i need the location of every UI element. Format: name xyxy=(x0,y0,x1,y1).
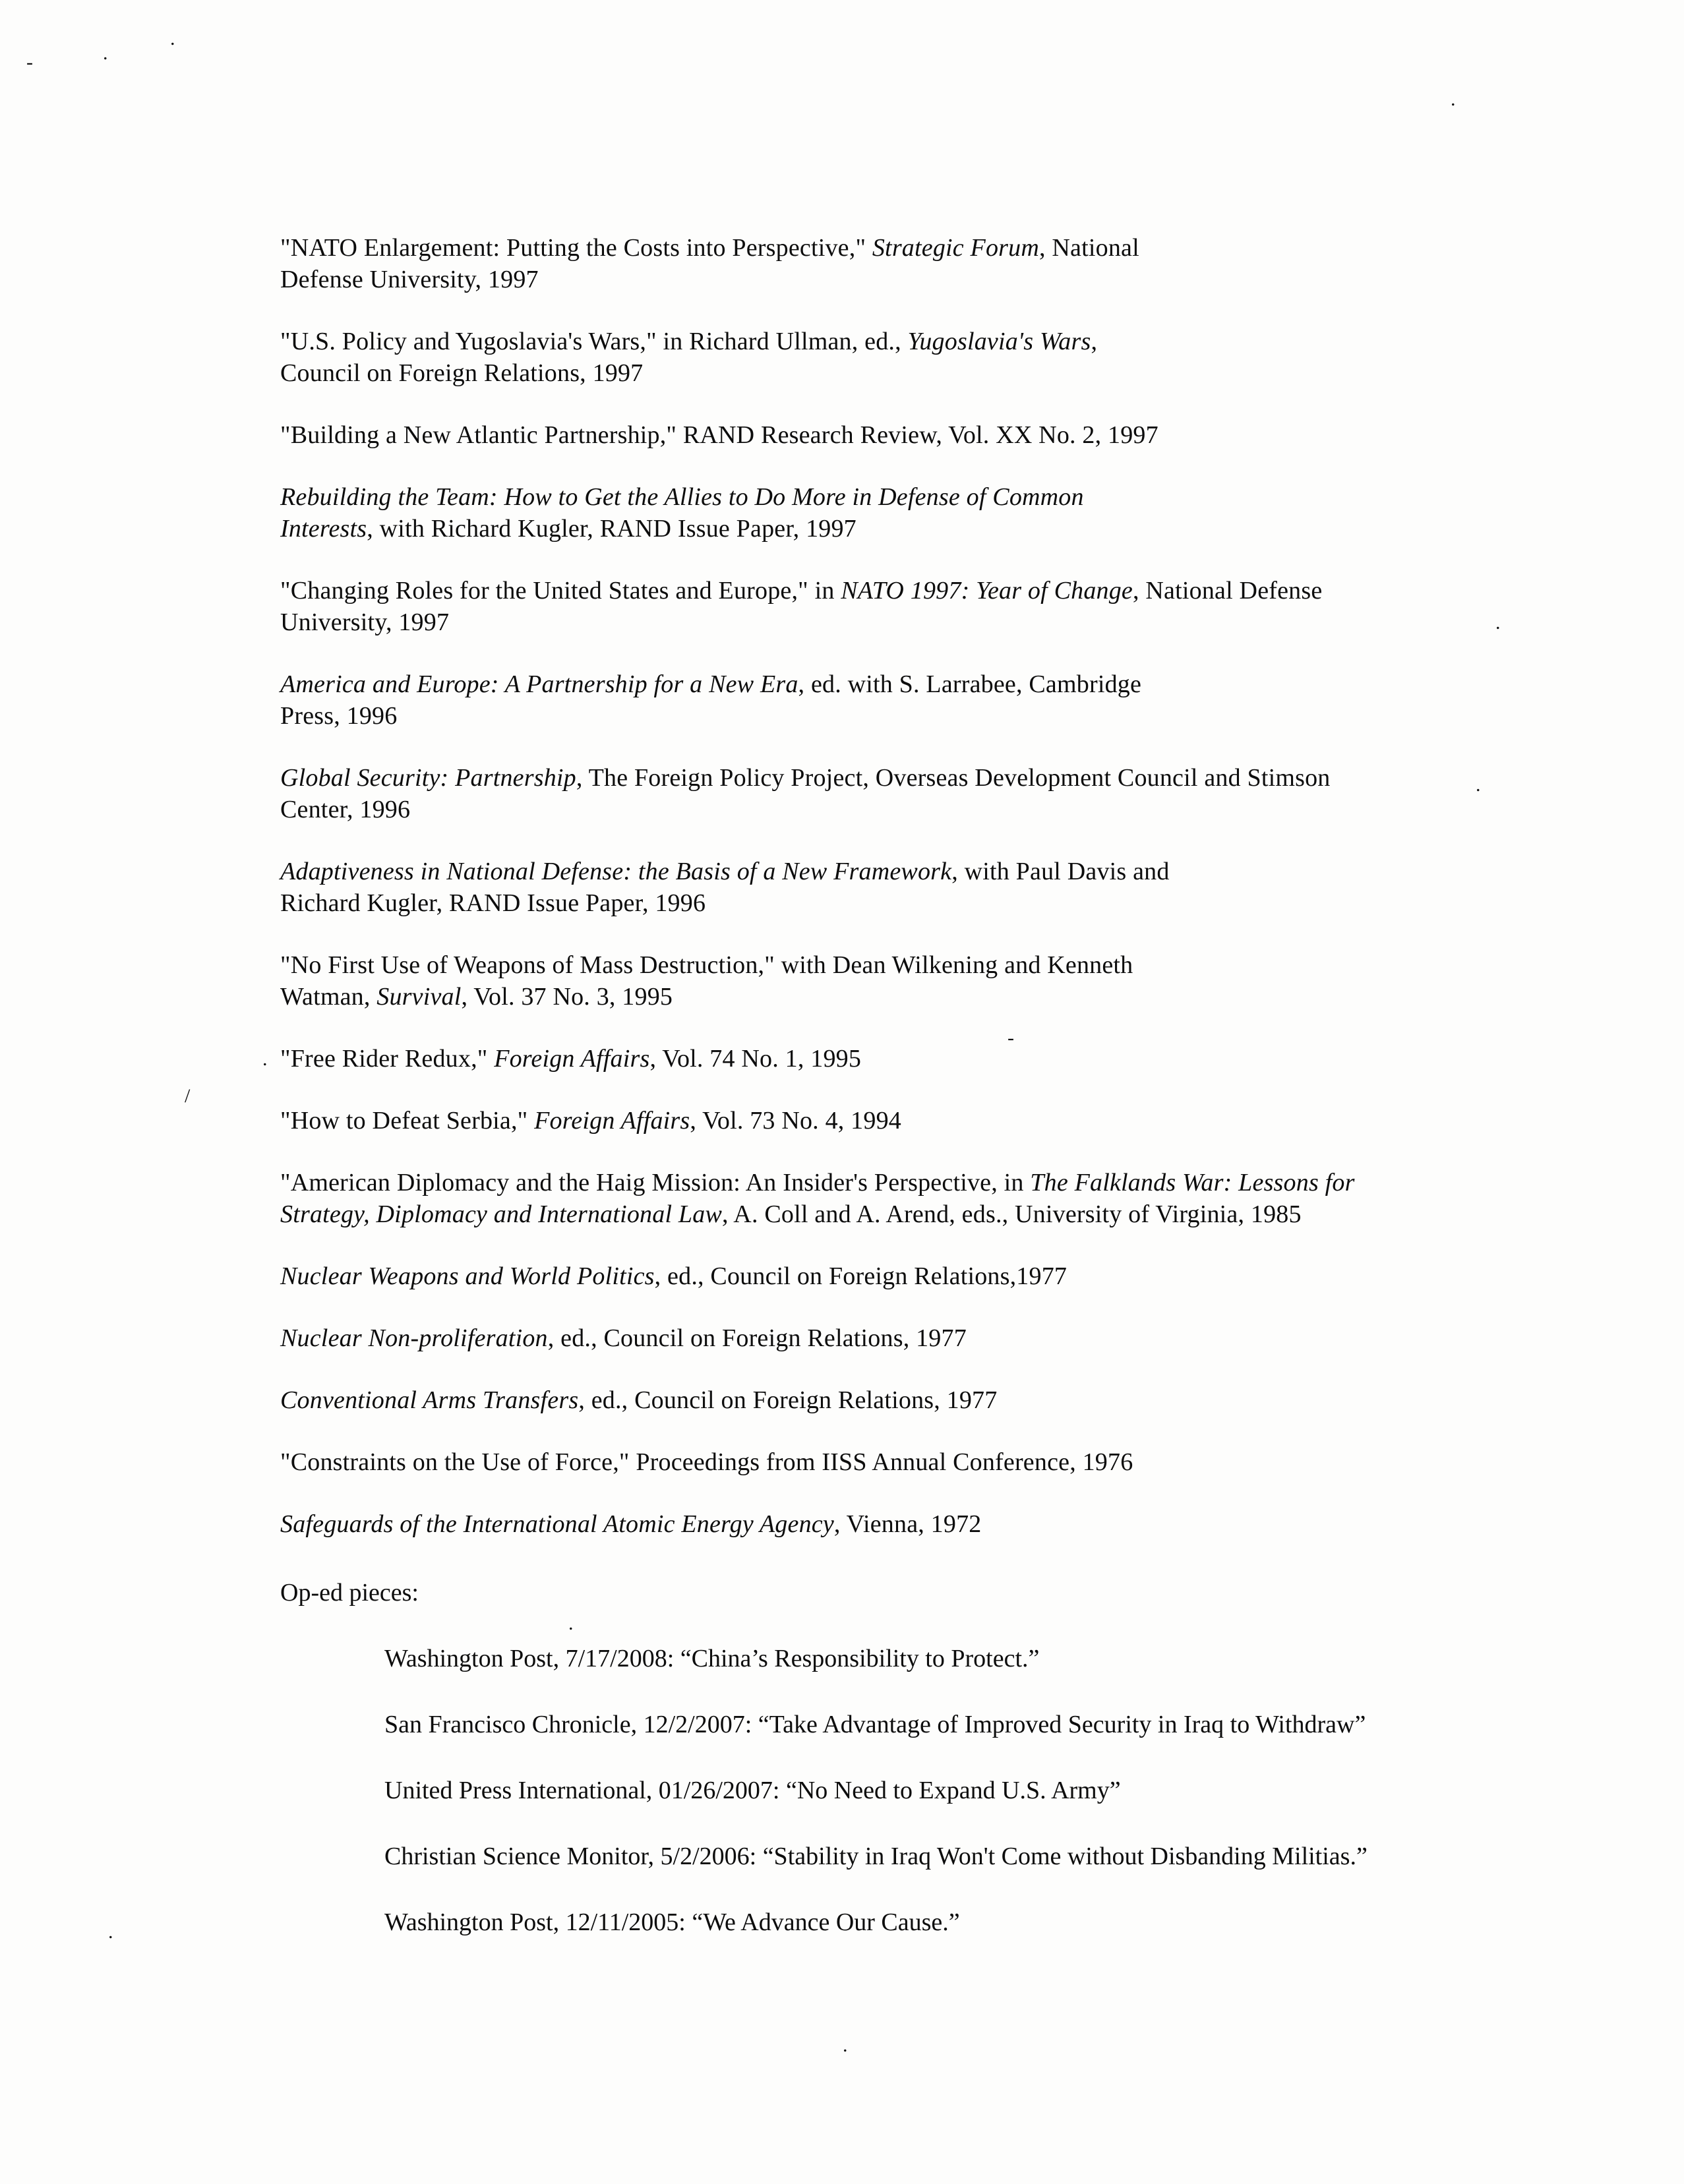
scan-speck-mark: . xyxy=(843,2034,848,2056)
oped-item: San Francisco Chronicle, 12/2/2007: “Take Advantage of Improved Security in Iraq to Withdraw” xyxy=(384,1711,1366,1738)
publication-text-segment: Watman, xyxy=(280,983,377,1011)
publication-text-segment: Nuclear Weapons and World Politics xyxy=(280,1262,655,1290)
scan-speck-mark: . xyxy=(170,28,175,49)
scan-speck-mark: . xyxy=(1495,612,1501,634)
publication-entry xyxy=(280,1322,1520,1354)
publication-entry xyxy=(280,1167,1520,1230)
publication-text-segment: Rebuilding the Team: How to Get the Allies to Do More in Defense of Common xyxy=(280,483,1084,511)
publication-entry xyxy=(280,1508,1520,1540)
publication-text-segment: Adaptiveness in National Defense: the Basis of a New Framework xyxy=(280,858,952,885)
publication-text-segment: "Changing Roles for the United States and Europe," in xyxy=(280,577,841,605)
publication-line xyxy=(280,1508,1520,1540)
oped-list xyxy=(280,1643,1520,1938)
publication-line xyxy=(280,232,1520,264)
publication-text-segment: "NATO Enlargement: Putting the Costs into Perspective," xyxy=(280,234,872,262)
scan-speck-mark: - xyxy=(1007,1027,1014,1049)
publication-text-segment: Foreign Affairs xyxy=(534,1107,690,1135)
publications-list xyxy=(280,232,1520,1540)
publication-line xyxy=(280,1384,1520,1416)
scan-speck-mark: / xyxy=(185,1085,191,1107)
oped-item: Christian Science Monitor, 5/2/2006: “Stability in Iraq Won't Come without Disbanding Militias.” xyxy=(384,1843,1368,1870)
publication-text-segment: Nuclear Non-proliferation xyxy=(280,1324,548,1352)
publication-text-segment: , Vol. 74 No. 1, 1995 xyxy=(649,1045,862,1073)
publication-entry xyxy=(280,232,1520,295)
publication-text-segment: "U.S. Policy and Yugoslavia's Wars," in Richard Ullman, ed., xyxy=(280,328,908,355)
publication-line xyxy=(280,1043,1520,1075)
publication-text-segment: , with Richard Kugler, RAND Issue Paper, 1997 xyxy=(367,515,857,543)
publication-text-segment: "Constraints on the Use of Force," Proceedings from IISS Annual Conference, 1976 xyxy=(280,1448,1133,1476)
publication-line xyxy=(280,949,1520,981)
publication-text-segment: , xyxy=(1091,328,1098,355)
publication-line xyxy=(280,357,1520,389)
publication-entry xyxy=(280,668,1520,732)
publication-line xyxy=(280,1167,1520,1198)
publication-text-segment: , with Paul Davis and xyxy=(951,858,1170,885)
publication-entry xyxy=(280,1384,1520,1416)
publication-text-segment: Council on Foreign Relations, 1997 xyxy=(280,359,644,387)
publication-text-segment: , The Foreign Policy Project, Overseas Development Council and Stimson xyxy=(576,764,1331,792)
publication-text-segment: Strategic Forum xyxy=(872,234,1039,262)
oped-item: Washington Post, 12/11/2005: “We Advance Our Cause.” xyxy=(384,1908,960,1936)
publication-text-segment: Yugoslavia's Wars xyxy=(907,328,1091,355)
publication-text-segment: Survival xyxy=(376,983,462,1011)
scan-speck-mark: . xyxy=(103,42,108,64)
publication-line xyxy=(280,856,1520,887)
publication-line xyxy=(280,264,1520,295)
publication-text-segment: "No First Use of Weapons of Mass Destruction," with Dean Wilkening and Kenneth xyxy=(280,951,1133,979)
publication-line xyxy=(280,575,1520,606)
publication-entry xyxy=(280,575,1520,638)
publication-entry xyxy=(280,1260,1520,1292)
publication-text-segment: Foreign Affairs xyxy=(494,1045,650,1073)
scan-speck-mark: . xyxy=(1451,88,1456,110)
publication-text-segment: , ed., Council on Foreign Relations, 1977 xyxy=(578,1386,998,1414)
publication-line xyxy=(280,513,1520,545)
publication-line xyxy=(280,762,1520,794)
document-content xyxy=(280,232,1520,1972)
publication-text-segment: , Vol. 73 No. 4, 1994 xyxy=(690,1107,901,1135)
publication-line xyxy=(280,326,1520,357)
publication-line xyxy=(280,700,1520,732)
publication-text-segment: , A. Coll and A. Arend, eds., University of Virginia, 1985 xyxy=(722,1200,1302,1228)
publication-text-segment: "American Diplomacy and the Haig Mission: An Insider's Perspective, in xyxy=(280,1169,1031,1196)
publication-entry xyxy=(280,856,1520,919)
scan-speck-mark: - xyxy=(26,51,33,73)
publication-line xyxy=(280,1105,1520,1136)
publication-entry xyxy=(280,1446,1520,1478)
publication-text-segment: The Falklands War: Lessons for xyxy=(1030,1169,1355,1196)
publication-text-segment: Strategy, Diplomacy and International Law xyxy=(280,1200,722,1228)
publication-line xyxy=(280,981,1520,1013)
publication-text-segment: Conventional Arms Transfers xyxy=(280,1386,579,1414)
publication-text-segment: NATO 1997: Year of Change xyxy=(841,577,1133,605)
publication-text-segment: "Free Rider Redux," xyxy=(280,1045,495,1073)
publication-line xyxy=(280,668,1520,700)
publication-line xyxy=(280,419,1520,451)
scan-speck-mark: . xyxy=(1476,774,1481,796)
publication-entry xyxy=(280,1105,1520,1136)
publication-text-segment: Global Security: Partnership xyxy=(280,764,576,792)
publication-text-segment: , ed. with S. Larrabee, Cambridge xyxy=(798,670,1142,698)
scan-speck-mark: . xyxy=(568,1612,574,1634)
publication-line xyxy=(280,1446,1520,1478)
publication-line xyxy=(280,1198,1520,1230)
publication-text-segment: Richard Kugler, RAND Issue Paper, 1996 xyxy=(280,889,706,917)
publication-entry xyxy=(280,481,1520,545)
publication-text-segment: Press, 1996 xyxy=(280,702,398,730)
publication-text-segment: Defense University, 1997 xyxy=(280,266,539,293)
publication-line xyxy=(280,794,1520,825)
publication-entry xyxy=(280,1043,1520,1075)
oped-item: Washington Post, 7/17/2008: “China’s Responsibility to Protect.” xyxy=(384,1645,1040,1672)
publication-text-segment: Safeguards of the International Atomic Energy Agency xyxy=(280,1510,834,1538)
publication-text-segment: , Vienna, 1972 xyxy=(833,1510,982,1538)
publication-line xyxy=(280,1260,1520,1292)
publication-text-segment: "How to Defeat Serbia," xyxy=(280,1107,535,1135)
publication-text-segment: University, 1997 xyxy=(280,608,450,636)
scan-speck-mark: . xyxy=(262,1048,268,1070)
publication-text-segment: , National Defense xyxy=(1133,577,1323,605)
oped-item: United Press International, 01/26/2007: “No Need to Expand U.S. Army” xyxy=(384,1777,1121,1804)
publication-text-segment: "Building a New Atlantic Partnership," RAND Research Review, Vol. XX No. 2, 1997 xyxy=(280,421,1158,449)
publication-text-segment: Interests xyxy=(280,515,367,543)
publication-entry xyxy=(280,949,1520,1013)
publication-text-segment: America and Europe: A Partnership for a New Era xyxy=(280,670,798,698)
publication-text-segment: , ed., Council on Foreign Relations,1977 xyxy=(654,1262,1068,1290)
publication-text-segment: , Vol. 37 No. 3, 1995 xyxy=(461,983,673,1011)
publication-entry xyxy=(280,419,1520,451)
publication-line xyxy=(280,1322,1520,1354)
scan-speck-mark: . xyxy=(108,1921,113,1943)
publication-entry xyxy=(280,762,1520,825)
publication-text-segment: , ed., Council on Foreign Relations, 1977 xyxy=(547,1324,967,1352)
publication-text-segment: , National xyxy=(1039,234,1139,262)
publication-line xyxy=(280,887,1520,919)
publication-entry xyxy=(280,326,1520,389)
oped-section-heading: Op-ed pieces: xyxy=(280,1579,419,1607)
publication-text-segment: Center, 1996 xyxy=(280,796,411,823)
publication-line xyxy=(280,606,1520,638)
publication-line xyxy=(280,481,1520,513)
